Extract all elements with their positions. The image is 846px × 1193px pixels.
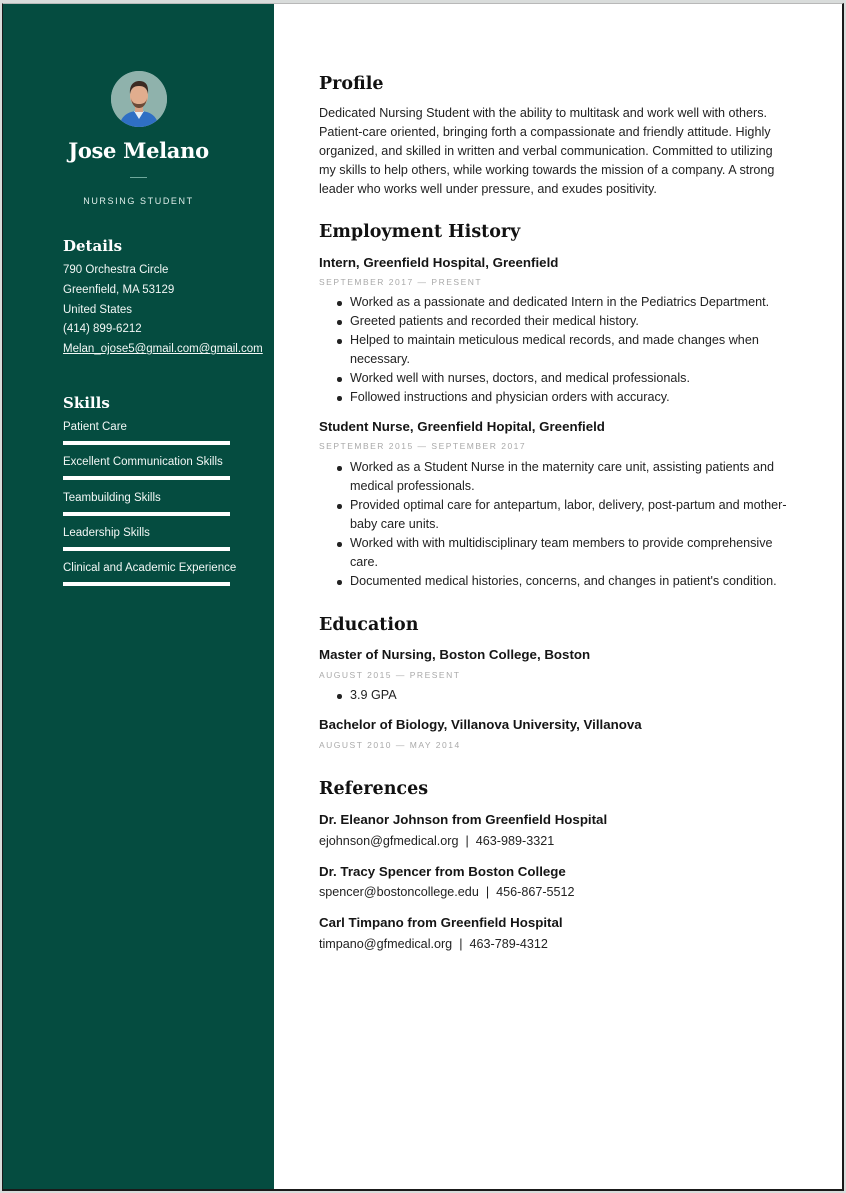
reference-name: Dr. Tracy Spencer from Boston College — [319, 864, 566, 879]
main-content — [274, 4, 842, 1189]
details-heading: Details — [63, 237, 123, 255]
job-title-entry: Intern, Greenfield Hospital, Greenfield — [319, 255, 559, 270]
skill-label: Excellent Communication Skills — [63, 456, 223, 469]
skill-level-bar — [63, 441, 230, 445]
bullet-item: Worked as a passionate and dedicated Intern in the Pediatrics Department. — [334, 293, 794, 312]
address-line2: Greenfield, MA 53129 — [63, 283, 175, 296]
reference-email[interactable]: ejohnson@gfmedical.org — [319, 834, 459, 848]
skill-label: Clinical and Academic Experience — [63, 562, 237, 575]
references-heading: References — [319, 779, 429, 799]
bullet-item: Greeted patients and recorded their medical history. — [334, 312, 794, 331]
reference-contact — [319, 834, 554, 848]
reference-phone: 456-867-5512 — [496, 885, 575, 899]
resume-page — [2, 3, 844, 1191]
education-dates: AUGUST 2010 — MAY 2014 — [319, 740, 461, 750]
bullet-item: 3.9 GPA — [334, 686, 794, 705]
job-bullets — [334, 293, 794, 407]
job-title: NURSING STUDENT — [83, 196, 194, 206]
profile-heading: Profile — [319, 74, 384, 94]
bullet-item: Worked with with multidisciplinary team members to provide comprehensive care. — [334, 534, 794, 572]
profile-text: Dedicated Nursing Student with the ability to multitask and work well with others. Patient-care oriented, bringing forth a compassionate and friendly attitude. Highly organized, and skilled in written and verbal communication. Committed to utilizing my skills to help others, while working towards the mission of a company. A strong leader who works well under pressure, and exudes positivity. — [319, 106, 775, 197]
job-title-entry: Student Nurse, Greenfield Hopital, Greenfield — [319, 419, 605, 434]
skill-item — [63, 561, 237, 596]
name-divider — [130, 177, 147, 178]
reference-name: Dr. Eleanor Johnson from Greenfield Hospital — [319, 812, 608, 827]
education-bullets — [334, 686, 794, 705]
separator: | — [465, 834, 469, 848]
phone: (414) 899-6212 — [63, 323, 142, 336]
profile-photo-icon — [111, 71, 167, 127]
reference-phone: 463-789-4312 — [469, 937, 548, 951]
bullet-item: Worked as a Student Nurse in the maternity care unit, assisting patients and medical professionals. — [334, 458, 794, 496]
details-list — [63, 261, 263, 360]
skill-level-bar — [63, 582, 230, 586]
email-link[interactable]: Melan_ojose5@gmail.com@gmail.com — [63, 343, 263, 356]
reference-email[interactable]: timpano@gfmedical.org — [319, 937, 453, 951]
reference-email[interactable]: spencer@bostoncollege.edu — [319, 885, 479, 899]
skill-label: Patient Care — [63, 421, 127, 433]
education-heading: Education — [319, 615, 419, 635]
reference-contact — [319, 937, 548, 951]
skill-item — [63, 526, 231, 561]
skill-label: Leadership Skills — [63, 526, 150, 539]
bullet-item: Followed instructions and physician orders with accuracy. — [334, 388, 794, 407]
education-title: Bachelor of Biology, Villanova University, Villanova — [319, 717, 642, 732]
skills-heading: Skills — [63, 394, 110, 412]
avatar — [111, 71, 167, 127]
sidebar — [3, 4, 274, 1189]
separator: | — [485, 885, 490, 899]
reference-phone: 463-989-3321 — [475, 834, 555, 848]
education-title: Master of Nursing, Boston College, Boston — [319, 647, 591, 662]
separator: | — [459, 937, 463, 951]
skill-level-bar — [63, 476, 230, 480]
reference-name: Carl Timpano from Greenfield Hospital — [319, 915, 563, 930]
education-dates: AUGUST 2015 — PRESENT — [319, 670, 461, 680]
skill-item — [63, 491, 231, 526]
skills-list — [63, 420, 237, 596]
bullet-item: Helped to maintain meticulous medical records, and made changes when necessary. — [334, 331, 794, 369]
job-dates: SEPTEMBER 2017 — PRESENT — [319, 277, 483, 287]
skill-item — [63, 455, 231, 490]
job-bullets — [334, 458, 794, 591]
country: United States — [63, 303, 133, 316]
candidate-name: Jose Melano — [68, 138, 209, 163]
skill-level-bar — [63, 547, 230, 551]
bullet-item: Worked well with nurses, doctors, and medical professionals. — [334, 369, 794, 388]
skill-level-bar — [63, 512, 230, 516]
employment-heading: Employment History — [319, 222, 521, 242]
reference-contact — [319, 885, 575, 899]
skill-item — [63, 420, 231, 455]
address-line1: 790 Orchestra Circle — [63, 264, 169, 276]
bullet-item: Documented medical histories, concerns, and changes in patient's condition. — [334, 572, 794, 591]
job-dates: SEPTEMBER 2015 — SEPTEMBER 2017 — [319, 441, 527, 451]
skill-label: Teambuilding Skills — [63, 491, 161, 504]
bullet-item: Provided optimal care for antepartum, labor, delivery, post-partum and mother-baby care units. — [334, 496, 794, 534]
